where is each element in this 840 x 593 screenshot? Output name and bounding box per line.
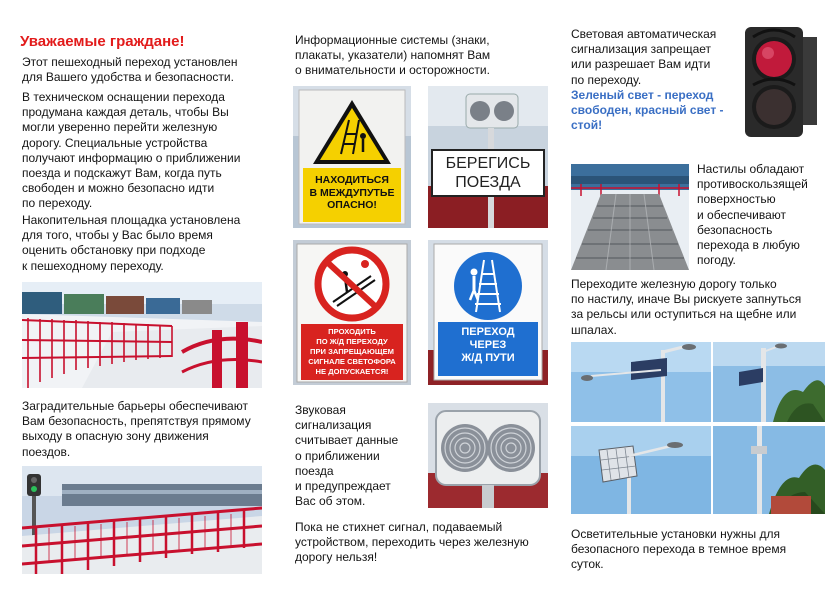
text-line: дорогу. Специальные устройства bbox=[22, 135, 208, 150]
prohibit-sign-photo bbox=[293, 240, 411, 385]
text-line: поезда bbox=[295, 463, 334, 478]
text-line: для того, чтобы у Вас было время bbox=[22, 228, 213, 243]
text-line: дорогу нельзя! bbox=[295, 550, 378, 565]
text-line: выходу в опасную зону движения bbox=[22, 429, 209, 444]
text-line: по настилу, иначе Вы рискуете запнуться bbox=[571, 292, 802, 307]
text-line: за рельсы или оступиться на щебне или bbox=[571, 307, 797, 322]
sign-text-line: В МЕЖДУПУТЬЕ bbox=[309, 186, 395, 199]
sign-text-line: НЕ ДОПУСКАЕТСЯ! bbox=[315, 367, 389, 376]
text-line: Заградительные барьеры обеспечивают bbox=[22, 399, 248, 413]
warning-paragraph bbox=[295, 520, 529, 566]
sign-text-line: БЕРЕГИСЬ bbox=[445, 155, 531, 172]
text-line: или разрешает Вам идти bbox=[571, 57, 711, 72]
text-line: продумана каждая деталь, чтобы Вы bbox=[22, 105, 229, 120]
text-line: поверхностью bbox=[697, 192, 776, 207]
text-line: суток. bbox=[571, 557, 604, 572]
sign-text-line: СИГНАЛЕ СВЕТОФОРА bbox=[308, 357, 396, 366]
text-line: сигнализация запрещает bbox=[571, 42, 712, 57]
info-systems-paragraph bbox=[295, 33, 490, 79]
text-line: Этот пешеходный переход установлен bbox=[22, 55, 238, 69]
text-line: Настилы обладают bbox=[697, 162, 805, 176]
text-line: поездов. bbox=[22, 444, 71, 459]
street-light-photo-3 bbox=[571, 426, 711, 514]
text-line: сигнализация bbox=[295, 418, 372, 433]
text-line: Вам безопасность, препятствуя прямому bbox=[22, 414, 251, 429]
text-line: В техническом оснащении перехода bbox=[22, 90, 225, 104]
equipment-paragraph bbox=[22, 90, 240, 212]
platform-photo bbox=[22, 282, 262, 388]
text-line: перехода в любую bbox=[697, 238, 800, 253]
traffic-light-photo bbox=[733, 23, 825, 141]
text-line: плакаты, указатели) напомнят Вам bbox=[295, 48, 491, 63]
sign-text-line: ПОЕЗДА bbox=[455, 174, 521, 191]
text-line: по переходу. bbox=[22, 196, 93, 211]
street-light-photo-4 bbox=[713, 426, 825, 514]
decking-paragraph bbox=[697, 162, 808, 268]
warning-sign-photo bbox=[293, 86, 411, 228]
sign-text-line: ОПАСНО! bbox=[327, 199, 377, 211]
deck-only-paragraph bbox=[571, 277, 801, 338]
street-light-photo-1 bbox=[571, 342, 711, 422]
crossing-sign-photo bbox=[428, 240, 548, 385]
barriers-paragraph bbox=[22, 399, 251, 460]
text-line: считывает данные bbox=[295, 433, 399, 448]
sign-text-line: ПРИ ЗАПРЕЩАЮЩЕМ bbox=[309, 347, 394, 356]
text-line: получают информацию о приближении bbox=[22, 150, 241, 165]
sign-text-line: НАХОДИТЬСЯ bbox=[315, 174, 389, 186]
text-line: по переходу. bbox=[571, 72, 642, 87]
text-line: Пока не стихнет сигнал, подаваемый bbox=[295, 520, 503, 534]
text-line: безопасность bbox=[697, 222, 773, 237]
text-line: стой! bbox=[571, 118, 603, 133]
text-line: погоду. bbox=[697, 253, 736, 268]
light-signal-paragraph bbox=[571, 27, 724, 133]
text-line: Осветительные установки нужны для bbox=[571, 527, 780, 541]
text-line: безопасного перехода в темное время bbox=[571, 542, 787, 557]
intro-paragraph bbox=[22, 55, 237, 85]
sound-alarm-paragraph bbox=[295, 403, 398, 509]
text-line: устройством, переходить через железную bbox=[295, 535, 529, 550]
text-line: поезда и подскажут Вам, когда путь bbox=[22, 166, 222, 181]
text-line: для Вашего удобства и безопасности. bbox=[22, 70, 234, 85]
text-line: к пешеходному переходу. bbox=[22, 258, 164, 273]
text-line: Вас об этом. bbox=[295, 494, 366, 509]
text-line: шпалах. bbox=[571, 322, 617, 337]
page-heading: Уважаемые граждане! bbox=[20, 33, 185, 50]
text-line: могли уверенно перейти железную bbox=[22, 120, 218, 135]
sign-text-line: ПЕРЕХОД bbox=[461, 326, 515, 338]
sign-text-line: ПО Ж/Д ПЕРЕХОДУ bbox=[316, 337, 388, 346]
sign-text-line: ПРОХОДИТЬ bbox=[328, 327, 376, 336]
text-line: свободен и можно безопасно идти bbox=[22, 181, 215, 196]
signal-highlight bbox=[571, 88, 724, 134]
text-line: Световая автоматическая bbox=[571, 27, 717, 41]
text-line: свободен, красный свет - bbox=[571, 103, 724, 118]
text-line: противоскользящей bbox=[697, 177, 808, 192]
text-line: и предупреждает bbox=[295, 479, 391, 494]
beware-train-photo bbox=[428, 86, 548, 228]
speaker-device-photo bbox=[428, 403, 548, 508]
text-line: Переходите железную дорогу только bbox=[571, 277, 777, 291]
text-line: Звуковая bbox=[295, 403, 346, 417]
text-line: о внимательности и осторожности. bbox=[295, 63, 490, 78]
text-line: Накопительная площадка установлена bbox=[22, 213, 241, 227]
text-line: Информационные системы (знаки, bbox=[295, 33, 490, 47]
lighting-paragraph bbox=[571, 527, 786, 573]
text-line: о приближении bbox=[295, 448, 380, 463]
platform-paragraph bbox=[22, 213, 240, 274]
street-light-photo-2 bbox=[713, 342, 825, 422]
sign-text-line: ЧЕРЕЗ bbox=[469, 339, 507, 351]
text-line: и обеспечивают bbox=[697, 207, 786, 222]
text-line: Зеленый свет - переход bbox=[571, 87, 714, 102]
barriers-photo bbox=[22, 466, 262, 574]
text-line: оценить обстановку при подходе bbox=[22, 243, 206, 258]
sign-text-line: Ж/Д ПУТИ bbox=[461, 352, 515, 364]
decking-photo bbox=[571, 164, 689, 270]
